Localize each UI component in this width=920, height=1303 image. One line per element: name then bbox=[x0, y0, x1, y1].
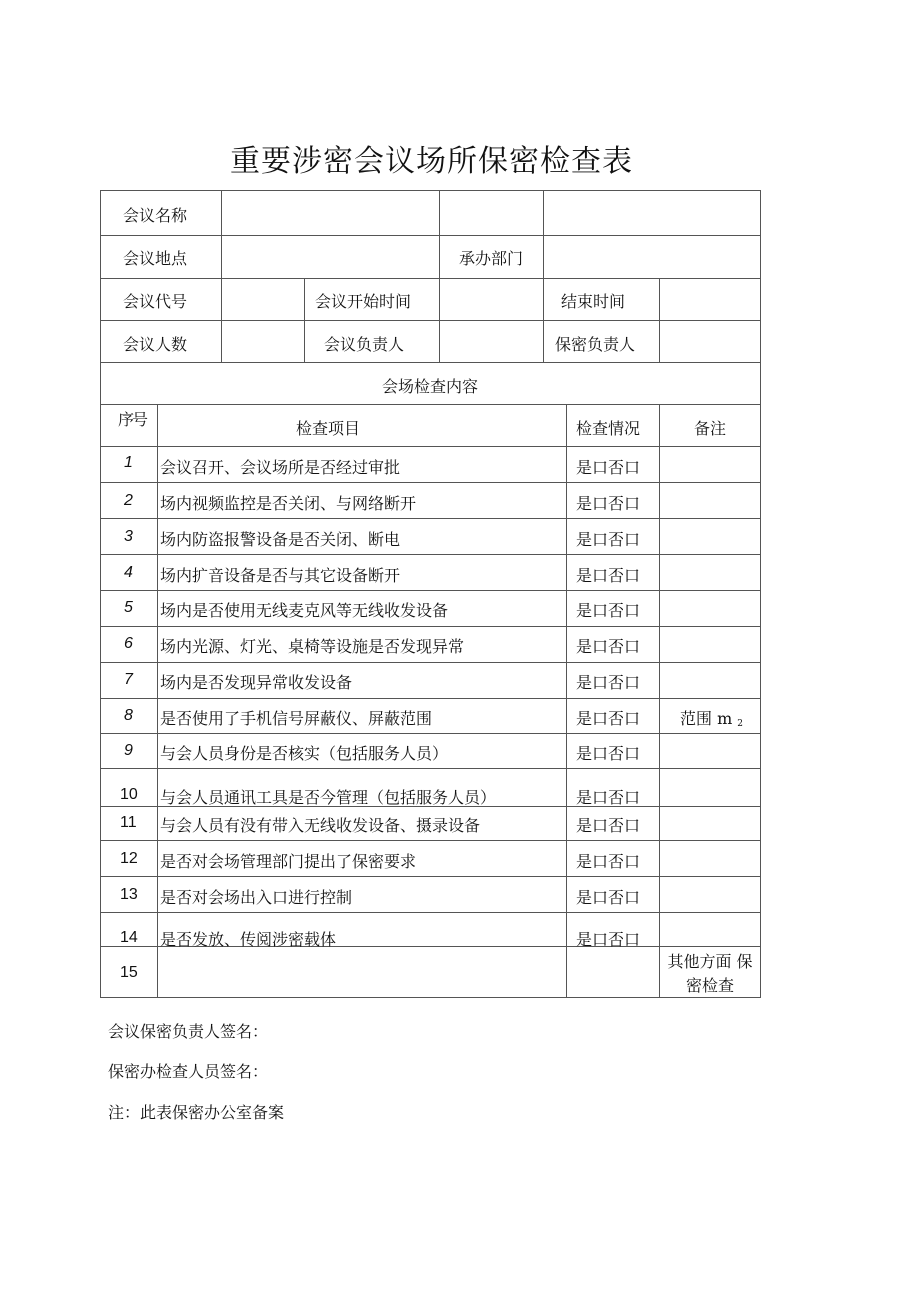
row-remark bbox=[660, 950, 760, 998]
row-number: 13 bbox=[120, 886, 138, 903]
row-item-text: 场内视频监控是否关闭、与网络断开 bbox=[160, 494, 417, 513]
meeting-location-label: 会议地点 bbox=[123, 249, 188, 268]
row-item-text: 场内扩音设备是否与其它设备断开 bbox=[160, 566, 401, 585]
row-number: 3 bbox=[124, 528, 133, 545]
row-item-text: 场内是否发现异常收发设备 bbox=[160, 673, 353, 692]
row-remark bbox=[680, 706, 743, 729]
signature-inspector: 保密办检查人员签名： bbox=[108, 1062, 269, 1081]
column-header-seq: 序号 bbox=[118, 410, 147, 429]
row-status: 是口否口 bbox=[576, 530, 641, 549]
row-number: 15 bbox=[120, 964, 138, 981]
row-status: 是口否口 bbox=[576, 888, 641, 907]
row-status: 是口否口 bbox=[576, 744, 641, 763]
row-status: 是口否口 bbox=[576, 930, 641, 949]
row-item-text: 是否对会场管理部门提出了保密要求 bbox=[160, 852, 417, 871]
column-header-status: 检查情况 bbox=[576, 419, 641, 438]
remark-text: 范围 m bbox=[680, 709, 733, 728]
row-status: 是口否口 bbox=[576, 566, 641, 585]
start-time-label: 会议开始时间 bbox=[315, 292, 412, 311]
row-item-text: 场内防盗报警设备是否关闭、断电 bbox=[160, 530, 401, 549]
remark-line: 密检查 bbox=[685, 976, 734, 995]
attendee-count-label: 会议人数 bbox=[123, 335, 188, 354]
security-officer-label: 保密负责人 bbox=[555, 335, 636, 354]
row-item-text: 是否发放、传阅涉密载体 bbox=[160, 930, 337, 949]
row-status: 是口否口 bbox=[576, 458, 641, 477]
meeting-name-label: 会议名称 bbox=[123, 206, 188, 225]
meeting-leader-label: 会议负责人 bbox=[324, 335, 405, 354]
row-number: 10 bbox=[120, 786, 138, 803]
row-number: 6 bbox=[124, 635, 133, 652]
row-number: 1 bbox=[124, 454, 133, 471]
row-status: 是口否口 bbox=[576, 816, 641, 835]
end-time-label: 结束时间 bbox=[561, 292, 626, 311]
row-item-text: 场内光源、灯光、桌椅等设施是否发现异常 bbox=[160, 637, 465, 656]
row-item-text: 会议召开、会议场所是否经过审批 bbox=[160, 458, 401, 477]
remark-line: 其他方面 保 bbox=[667, 952, 753, 971]
row-number: 8 bbox=[124, 707, 133, 724]
signature-security-leader: 会议保密负责人签名： bbox=[108, 1022, 269, 1041]
row-number: 9 bbox=[124, 742, 133, 759]
row-item-text: 是否使用了手机信号屏蔽仪、屏蔽范围 bbox=[160, 709, 433, 728]
page-title: 重要涉密会议场所保密检查表 bbox=[230, 144, 633, 179]
column-header-item: 检查项目 bbox=[296, 419, 361, 438]
row-number: 4 bbox=[124, 564, 133, 581]
row-number: 11 bbox=[120, 814, 137, 831]
column-header-remark: 备注 bbox=[694, 419, 727, 438]
row-number: 5 bbox=[124, 599, 133, 616]
row-status: 是口否口 bbox=[576, 637, 641, 656]
row-status: 是口否口 bbox=[576, 788, 641, 807]
section-title: 会场检查内容 bbox=[381, 377, 478, 396]
row-status: 是口否口 bbox=[576, 673, 641, 692]
row-number: 7 bbox=[124, 671, 133, 688]
remark-superscript: 2 bbox=[737, 719, 743, 729]
row-item-text: 与会人员身份是否核实（包括服务人员） bbox=[160, 744, 449, 763]
row-status: 是口否口 bbox=[576, 494, 641, 513]
organizer-dept-label: 承办部门 bbox=[459, 249, 524, 268]
row-item-text: 与会人员通讯工具是否今管理（包括服务人员） bbox=[160, 788, 497, 807]
row-status: 是口否口 bbox=[576, 852, 641, 871]
filing-note: 注：此表保密办公室备案 bbox=[108, 1103, 285, 1122]
row-item-text: 与会人员有没有带入无线收发设备、摄录设备 bbox=[160, 816, 481, 835]
meeting-code-label: 会议代号 bbox=[123, 292, 188, 311]
row-item-text: 是否对会场出入口进行控制 bbox=[160, 888, 353, 907]
row-item-text: 场内是否使用无线麦克风等无线收发设备 bbox=[160, 601, 449, 620]
row-status: 是口否口 bbox=[576, 709, 641, 728]
row-status: 是口否口 bbox=[576, 601, 641, 620]
row-number: 2 bbox=[124, 492, 133, 509]
row-number: 12 bbox=[120, 850, 138, 867]
row-number: 14 bbox=[120, 929, 138, 946]
